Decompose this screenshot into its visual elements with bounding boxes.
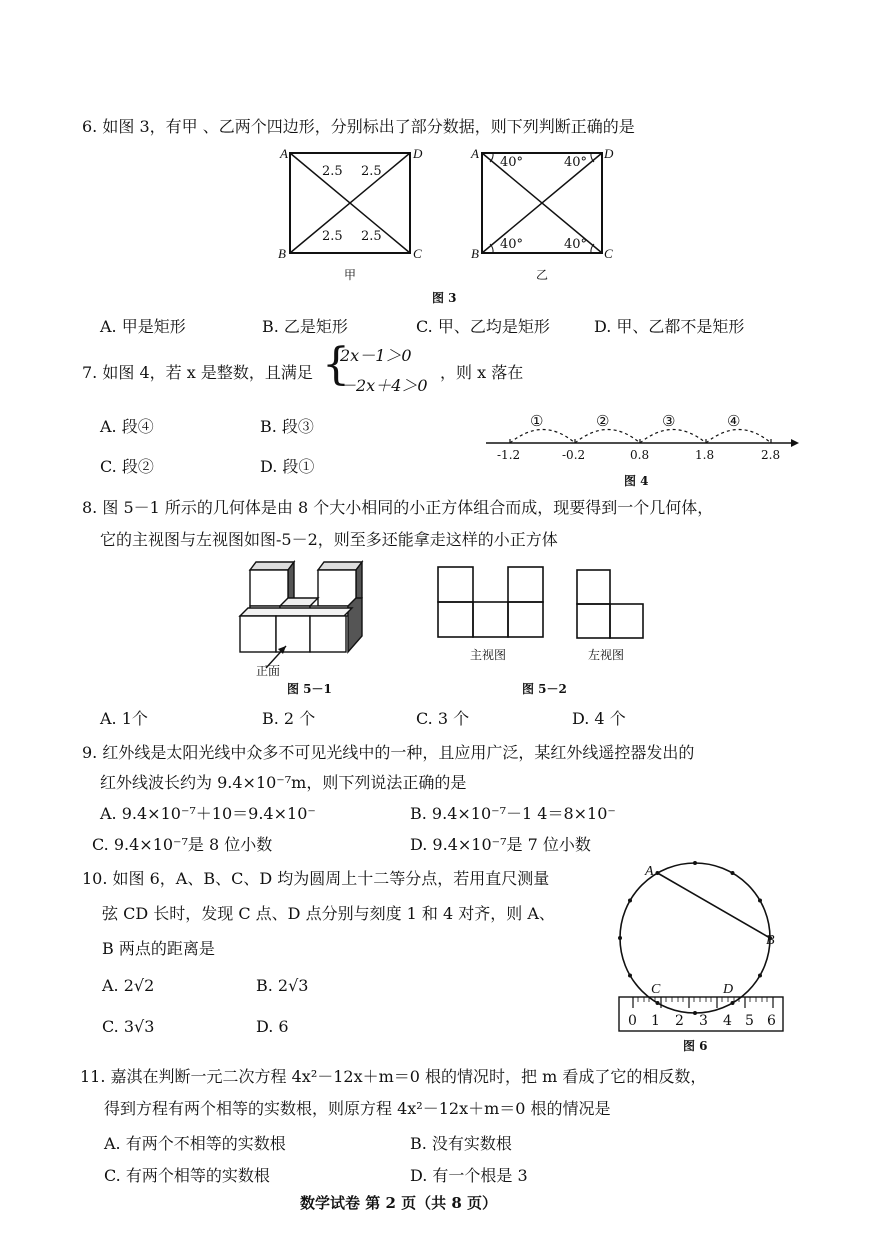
q7-inequality-2: －2x＋4＞0 bbox=[340, 376, 428, 395]
ruler-minor-ticks bbox=[638, 997, 767, 1005]
q6-option-a[interactable]: A. 甲是矩形 bbox=[100, 317, 186, 336]
q10-option-b[interactable]: B. 2√3 bbox=[256, 976, 309, 995]
segment-label-1: ① bbox=[530, 412, 544, 430]
q9-line-2: 红外线波长约为 9.4×10⁻⁷m，则下列说法正确的是 bbox=[100, 773, 467, 792]
q10-figure-caption: 图 6 bbox=[683, 1039, 708, 1053]
jia-label-d: D bbox=[413, 146, 423, 161]
tick-label-1: -1.2 bbox=[497, 448, 521, 462]
bottom-row-top bbox=[240, 608, 352, 616]
q8-main-view bbox=[438, 567, 548, 642]
cube-bottom-2 bbox=[276, 616, 310, 652]
yi-angle-2: 40° bbox=[564, 155, 588, 170]
main-view-label: 主视图 bbox=[470, 648, 507, 662]
q9-option-b[interactable]: B. 9.4×10⁻⁷－1 4＝8×10⁻ bbox=[410, 804, 616, 823]
q8-figure-5-1-solid bbox=[236, 556, 371, 668]
q7-stem-pre: 7. 如图 4，若 x 是整数，且满足 bbox=[82, 363, 313, 382]
ruler-label-5: 5 bbox=[745, 1013, 754, 1029]
segment-arc-2 bbox=[575, 430, 640, 444]
q8-figure-5-1-caption: 图 5－1 bbox=[287, 682, 332, 696]
q11-line-2: 得到方程有两个相等的实数根，则原方程 4x²－12x＋m＝0 根的情况是 bbox=[104, 1099, 611, 1118]
division-point-2 bbox=[731, 871, 735, 875]
yi-label-c: C bbox=[604, 246, 613, 261]
tick-label-2: -0.2 bbox=[562, 448, 586, 462]
cube-right-side-dark bbox=[348, 598, 362, 652]
segment-arc-4 bbox=[706, 430, 771, 444]
division-point-1 bbox=[693, 861, 697, 865]
page-footer: 数学试卷 第 2 页（共 8 页） bbox=[300, 1194, 497, 1212]
cube-top-left-top bbox=[250, 562, 294, 570]
q8-option-d[interactable]: D. 4 个 bbox=[572, 709, 626, 728]
q8-option-b[interactable]: B. 2 个 bbox=[262, 709, 316, 728]
q8-line-1: 8. 图 5－1 所示的几何体是由 8 个大小相同的小正方体组合而成，现要得到一个几何体， bbox=[82, 498, 714, 517]
point-label-d: D bbox=[723, 982, 734, 997]
cube-bottom-3 bbox=[310, 616, 346, 652]
jia-value-1: 2.5 bbox=[322, 164, 343, 179]
jia-name: 甲 bbox=[344, 268, 357, 282]
yi-label-d: D bbox=[604, 146, 614, 161]
q8-left-view bbox=[577, 570, 657, 642]
division-point-9 bbox=[628, 974, 632, 978]
chord-ab bbox=[658, 873, 771, 938]
q6-figure-yi bbox=[463, 140, 623, 280]
ruler-label-0: 0 bbox=[628, 1013, 637, 1029]
ruler-label-6: 6 bbox=[767, 1013, 776, 1029]
q11-option-a[interactable]: A. 有两个不相等的实数根 bbox=[104, 1134, 286, 1153]
q7-option-a[interactable]: A. 段④ bbox=[100, 417, 154, 436]
q10-line-1: 10. 如图 6，A、B、C、D 均为圆周上十二等分点，若用直尺测量 bbox=[82, 869, 550, 888]
q6-option-d[interactable]: D. 甲、乙都不是矩形 bbox=[594, 317, 745, 336]
q7-option-d[interactable]: D. 段① bbox=[260, 457, 315, 476]
q9-option-d[interactable]: D. 9.4×10⁻⁷是 7 位小数 bbox=[410, 835, 591, 854]
q6-option-b[interactable]: B. 乙是矩形 bbox=[262, 317, 348, 336]
cube-top-right-front bbox=[318, 570, 356, 606]
q7-figure-caption: 图 4 bbox=[624, 474, 649, 488]
q10-option-d[interactable]: D. 6 bbox=[256, 1017, 289, 1036]
jia-value-4: 2.5 bbox=[361, 229, 382, 244]
q8-option-c[interactable]: C. 3 个 bbox=[416, 709, 470, 728]
tick-label-3: 0.8 bbox=[630, 448, 650, 462]
jia-label-c: C bbox=[413, 246, 422, 261]
q6-stem: 6. 如图 3，有甲 、乙两个四边形，分别标出了部分数据，则下列判断正确的是 bbox=[82, 117, 635, 136]
q11-line-1: 11. 嘉淇在判断一元二次方程 4x²－12x＋m＝0 根的情况时，把 m 看成了它的相反数， bbox=[80, 1067, 707, 1086]
ruler-label-4: 4 bbox=[723, 1013, 732, 1029]
tick-label-4: 1.8 bbox=[695, 448, 715, 462]
q8-figure-5-2-caption: 图 5－2 bbox=[522, 682, 567, 696]
q9-option-a[interactable]: A. 9.4×10⁻⁷＋10＝9.4×10⁻ bbox=[100, 804, 316, 823]
segment-label-2: ② bbox=[596, 412, 610, 430]
yi-angle-3: 40° bbox=[500, 237, 524, 252]
q7-inequality-1: 2x－1＞0 bbox=[340, 346, 412, 365]
q7-stem-post: ，则 x 落在 bbox=[440, 363, 524, 382]
front-label: 正面 bbox=[256, 664, 281, 678]
q6-figure-jia bbox=[270, 140, 430, 280]
segment-arc-1 bbox=[510, 430, 575, 444]
q9-option-c[interactable]: C. 9.4×10⁻⁷是 8 位小数 bbox=[92, 835, 273, 854]
q6-option-c[interactable]: C. 甲、乙均是矩形 bbox=[416, 317, 550, 336]
jia-label-a: A bbox=[280, 146, 288, 161]
q7-system-brace: { bbox=[322, 339, 350, 390]
q11-option-d[interactable]: D. 有一个根是 3 bbox=[410, 1166, 528, 1185]
ruler-label-1: 1 bbox=[651, 1013, 660, 1029]
q10-option-c[interactable]: C. 3√3 bbox=[102, 1017, 155, 1036]
tick-label-5: 2.8 bbox=[761, 448, 781, 462]
segment-arc-3 bbox=[640, 430, 706, 444]
q9-line-1: 9. 红外线是太阳光线中众多不可见光线中的一种，且应用广泛，某红外线遥控器发出的 bbox=[82, 743, 695, 762]
left-view-label: 左视图 bbox=[588, 648, 625, 662]
q7-option-b[interactable]: B. 段③ bbox=[260, 417, 314, 436]
q10-option-a[interactable]: A. 2√2 bbox=[102, 976, 155, 995]
yi-angle-4: 40° bbox=[564, 237, 588, 252]
q7-option-c[interactable]: C. 段② bbox=[100, 457, 154, 476]
jia-value-3: 2.5 bbox=[322, 229, 343, 244]
division-point-11 bbox=[628, 899, 632, 903]
point-label-a: A bbox=[645, 864, 654, 879]
q8-option-a[interactable]: A. 1个 bbox=[100, 709, 148, 728]
cube-top-left-front bbox=[250, 570, 288, 606]
cube-bottom-1 bbox=[240, 616, 276, 652]
q11-option-b[interactable]: B. 没有实数根 bbox=[410, 1134, 512, 1153]
q11-option-c[interactable]: C. 有两个相等的实数根 bbox=[104, 1166, 270, 1185]
yi-label-b: B bbox=[471, 246, 479, 261]
q10-line-2: 弦 CD 长时，发现 C 点、D 点分别与刻度 1 和 4 对齐，则 A、 bbox=[102, 904, 555, 923]
ruler-label-2: 2 bbox=[675, 1013, 684, 1029]
jia-label-b: B bbox=[278, 246, 286, 261]
division-point-3 bbox=[758, 899, 762, 903]
cube-top-right-top bbox=[318, 562, 362, 570]
circle bbox=[620, 863, 770, 1013]
number-line-arrow bbox=[791, 439, 799, 447]
division-point-10 bbox=[618, 936, 622, 940]
yi-angle-1: 40° bbox=[500, 155, 524, 170]
ruler-label-3: 3 bbox=[699, 1013, 708, 1029]
division-point-5 bbox=[758, 974, 762, 978]
segment-label-3: ③ bbox=[662, 412, 676, 430]
point-label-c: C bbox=[651, 982, 661, 997]
q10-line-3: B 两点的距离是 bbox=[102, 939, 215, 958]
segment-label-4: ④ bbox=[727, 412, 741, 430]
point-label-b: B bbox=[766, 933, 775, 948]
ruler-major-ticks bbox=[633, 997, 773, 1008]
yi-label-a: A bbox=[471, 146, 479, 161]
yi-name: 乙 bbox=[536, 268, 549, 282]
q6-figure-caption: 图 3 bbox=[432, 291, 457, 305]
jia-value-2: 2.5 bbox=[361, 164, 382, 179]
q8-line-2: 它的主视图与左视图如图-5－2，则至多还能拿走这样的小正方体 bbox=[100, 530, 558, 549]
